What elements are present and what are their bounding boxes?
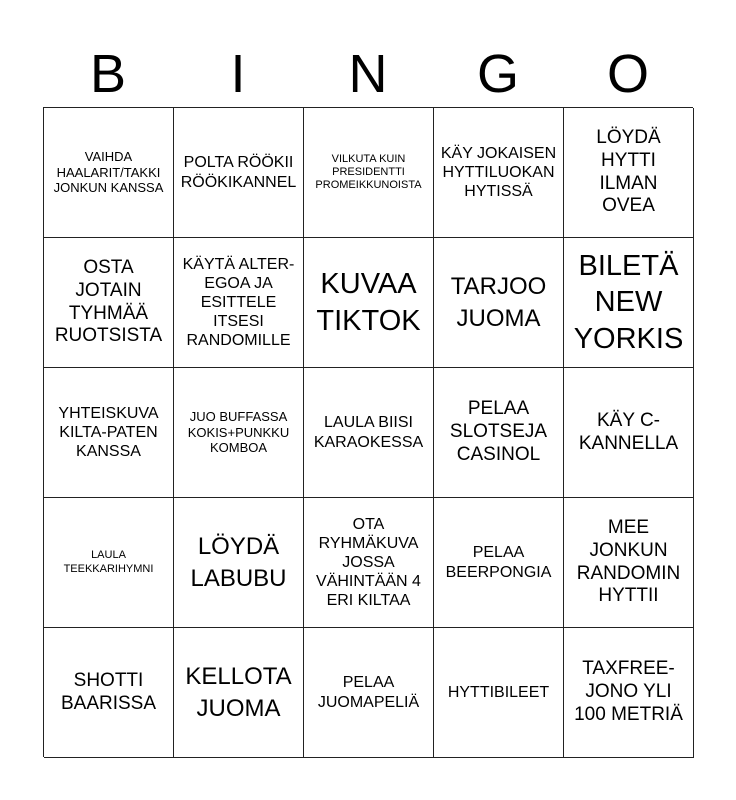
bingo-cell[interactable]: KELLOTA JUOMA — [174, 628, 304, 758]
bingo-cell[interactable]: KÄYTÄ ALTER-EGOA JA ESITTELE ITSESI RANDOMILLE — [174, 238, 304, 368]
bingo-cell[interactable]: KUVAA TIKTOK — [304, 238, 434, 368]
bingo-cell[interactable]: TAXFREE-JONO YLI 100 METRIÄ — [564, 628, 694, 758]
bingo-cell[interactable]: YHTEISKUVA KILTA-PATEN KANSSA — [44, 368, 174, 498]
bingo-cell[interactable]: POLTA RÖÖKII RÖÖKIKANNEL — [174, 108, 304, 238]
bingo-board — [43, 107, 693, 757]
bingo-cell[interactable]: VILKUTA KUIN PRESIDENTTI PROMEIKKUNOISTA — [304, 108, 434, 238]
bingo-cell[interactable]: PELAA SLOTSEJA CASINOL — [434, 368, 564, 498]
bingo-cell[interactable]: SHOTTI BAARISSA — [44, 628, 174, 758]
bingo-header — [43, 40, 693, 108]
header-letter-i: I — [230, 44, 246, 104]
bingo-cell[interactable]: LAULA TEEKKARIHYMNI — [44, 498, 174, 628]
header-letter-n: N — [348, 44, 388, 104]
bingo-cell[interactable]: KÄY JOKAISEN HYTTILUOKAN HYTISSÄ — [434, 108, 564, 238]
header-letter-o: O — [606, 44, 649, 104]
bingo-cell[interactable]: TARJOO JUOMA — [434, 238, 564, 368]
bingo-cell[interactable]: MEE JONKUN RANDOMIN HYTTII — [564, 498, 694, 628]
bingo-cell[interactable]: LÖYDÄ LABUBU — [174, 498, 304, 628]
bingo-cell[interactable]: OSTA JOTAIN TYHMÄÄ RUOTSISTA — [44, 238, 174, 368]
bingo-cell[interactable]: VAIHDA HAALARIT/TAKKI JONKUN KANSSA — [44, 108, 174, 238]
bingo-cell[interactable]: PELAA JUOMAPELIÄ — [304, 628, 434, 758]
bingo-cell[interactable]: JUO BUFFASSA KOKIS+PUNKKU KOMBOA — [174, 368, 304, 498]
bingo-cell[interactable]: KÄY C-KANNELLA — [564, 368, 694, 498]
bingo-cell[interactable]: OTA RYHMÄKUVA JOSSA VÄHINTÄÄN 4 ERI KILTAA — [304, 498, 434, 628]
bingo-cell[interactable]: LAULA BIISI KARAOKESSA — [304, 368, 434, 498]
bingo-cell[interactable]: BILETÄ NEW YORKIS — [564, 238, 694, 368]
bingo-cell[interactable]: HYTTIBILEET — [434, 628, 564, 758]
bingo-cell[interactable]: LÖYDÄ HYTTI ILMAN OVEA — [564, 108, 694, 238]
header-letter-g: G — [476, 44, 519, 104]
bingo-cell[interactable]: PELAA BEERPONGIA — [434, 498, 564, 628]
header-letter-b: B — [89, 44, 127, 104]
